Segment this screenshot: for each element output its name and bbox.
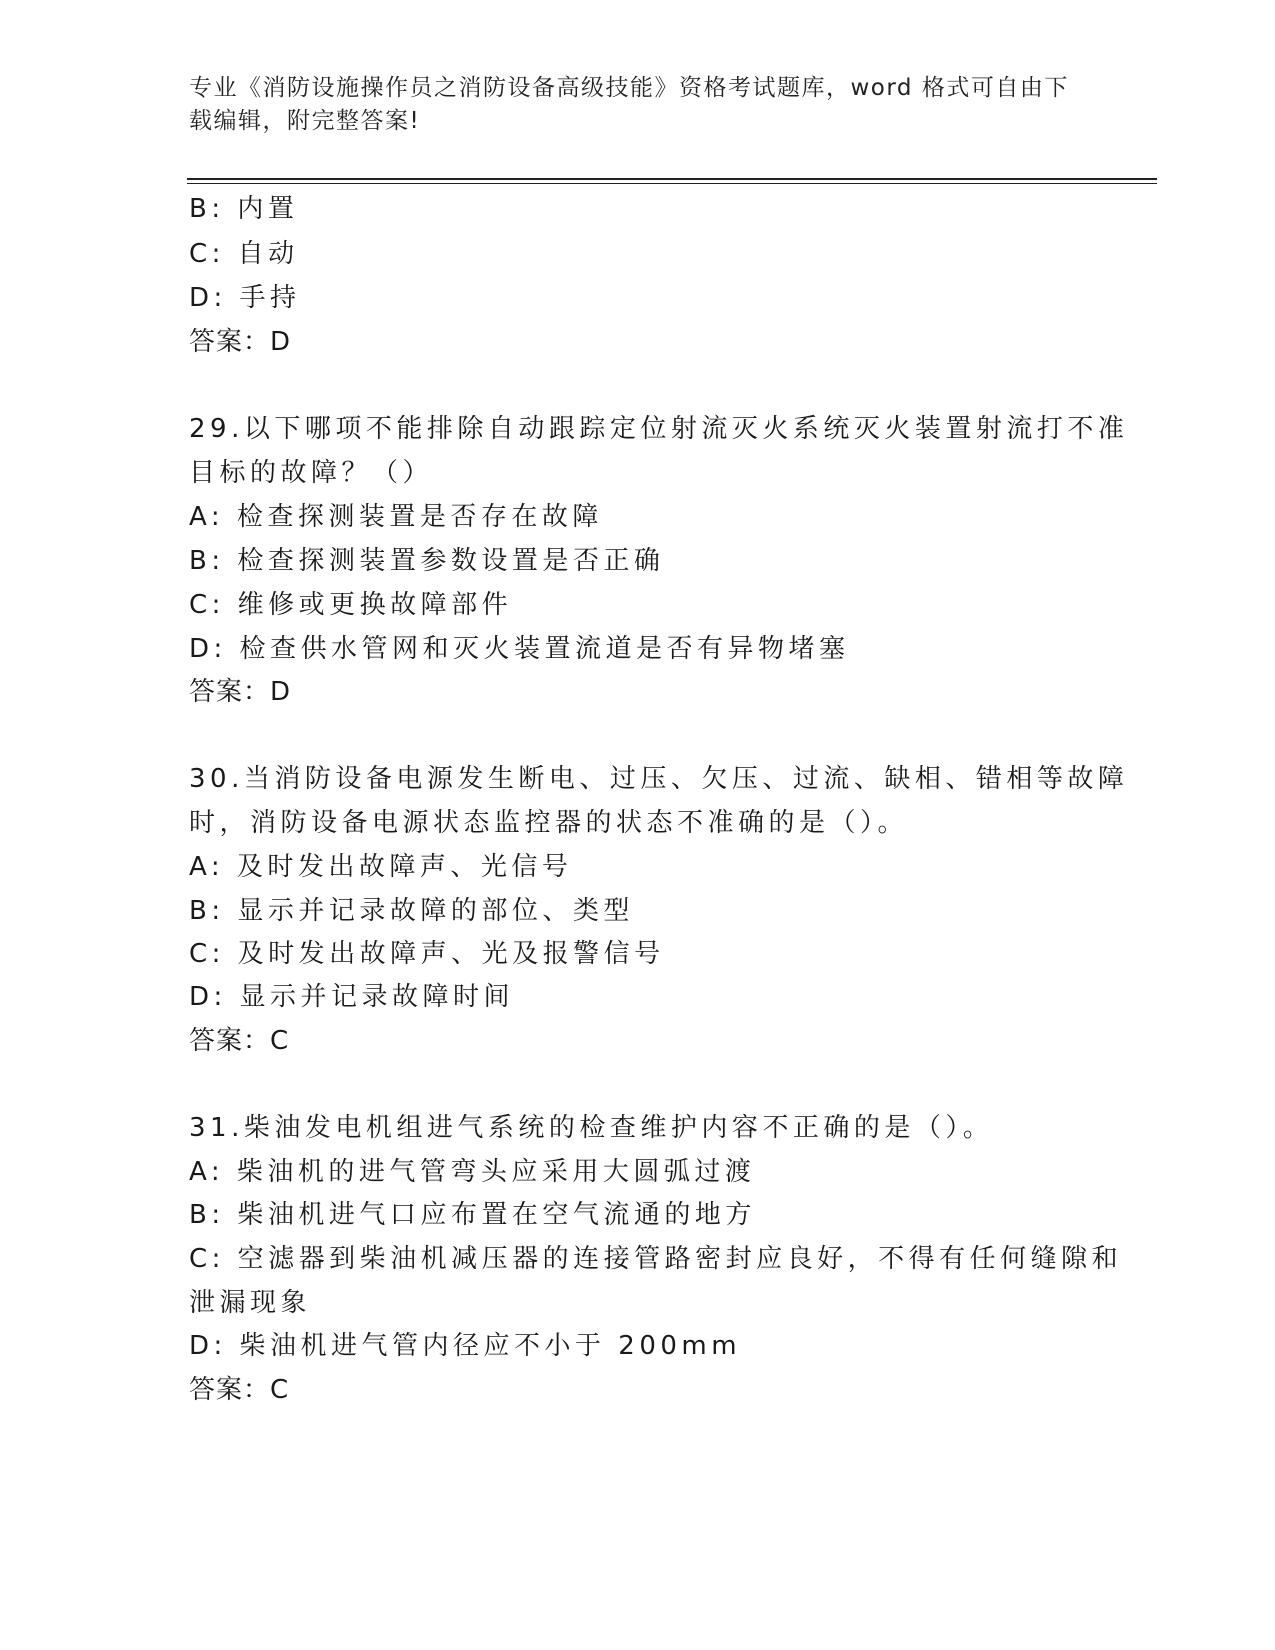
option-c-q31-line-2: 泄漏现象 — [189, 1288, 312, 1318]
option-c-q28: C: 自动 — [189, 239, 299, 269]
question-30-line-2: 时，消防设备电源状态监控器的状态不准确的是（）。 — [189, 808, 909, 838]
option-c-q30: C: 及时发出故障声、光及报警信号 — [189, 939, 665, 969]
option-b-q31: B: 柴油机进气口应布置在空气流通的地方 — [189, 1200, 756, 1230]
option-d-q28: D: 手持 — [189, 283, 301, 313]
question-29-line-2: 目标的故障？（） — [189, 458, 434, 488]
question-31: 31.柴油发电机组进气系统的检查维护内容不正确的是（）。 — [189, 1113, 994, 1143]
header-line-1: 专业《消防设施操作员之消防设备高级技能》资格考试题库，word 格式可自由下 — [189, 75, 1069, 101]
answer-q30: 答案：C — [189, 1026, 290, 1056]
header-rule-thin — [187, 183, 1157, 184]
option-b-q30: B: 显示并记录故障的部位、类型 — [189, 896, 634, 926]
option-b-q28: B: 内置 — [189, 194, 299, 224]
option-d-q30: D: 显示并记录故障时间 — [189, 982, 515, 1012]
option-a-q30: A: 及时发出故障声、光信号 — [189, 852, 573, 882]
answer-q29: 答案：D — [189, 677, 292, 707]
header-rule-thick — [187, 178, 1157, 180]
option-c-q29: C: 维修或更换故障部件 — [189, 590, 513, 620]
header-line-2: 载编辑，附完整答案! — [189, 108, 421, 134]
answer-q31: 答案：C — [189, 1375, 290, 1405]
document-header — [189, 72, 1069, 138]
question-30-line-1: 30.当消防设备电源发生断电、过压、欠压、过流、缺相、错相等故障 — [189, 764, 1129, 794]
option-c-q31-line-1: C: 空滤器到柴油机减压器的连接管路密封应良好，不得有任何缝隙和 — [189, 1244, 1123, 1274]
option-a-q29: A: 检查探测装置是否存在故障 — [189, 502, 603, 532]
option-a-q31: A: 柴油机的进气管弯头应采用大圆弧过渡 — [189, 1157, 756, 1187]
option-d-q31: D: 柴油机进气管内径应不小于 200mm — [189, 1331, 742, 1361]
option-b-q29: B: 检查探测装置参数设置是否正确 — [189, 546, 665, 576]
question-29-line-1: 29.以下哪项不能排除自动跟踪定位射流灭火系统灭火装置射流打不准 — [189, 414, 1129, 444]
option-d-q29: D: 检查供水管网和灭火装置流道是否有异物堵塞 — [189, 634, 850, 664]
answer-q28: 答案：D — [189, 327, 292, 357]
